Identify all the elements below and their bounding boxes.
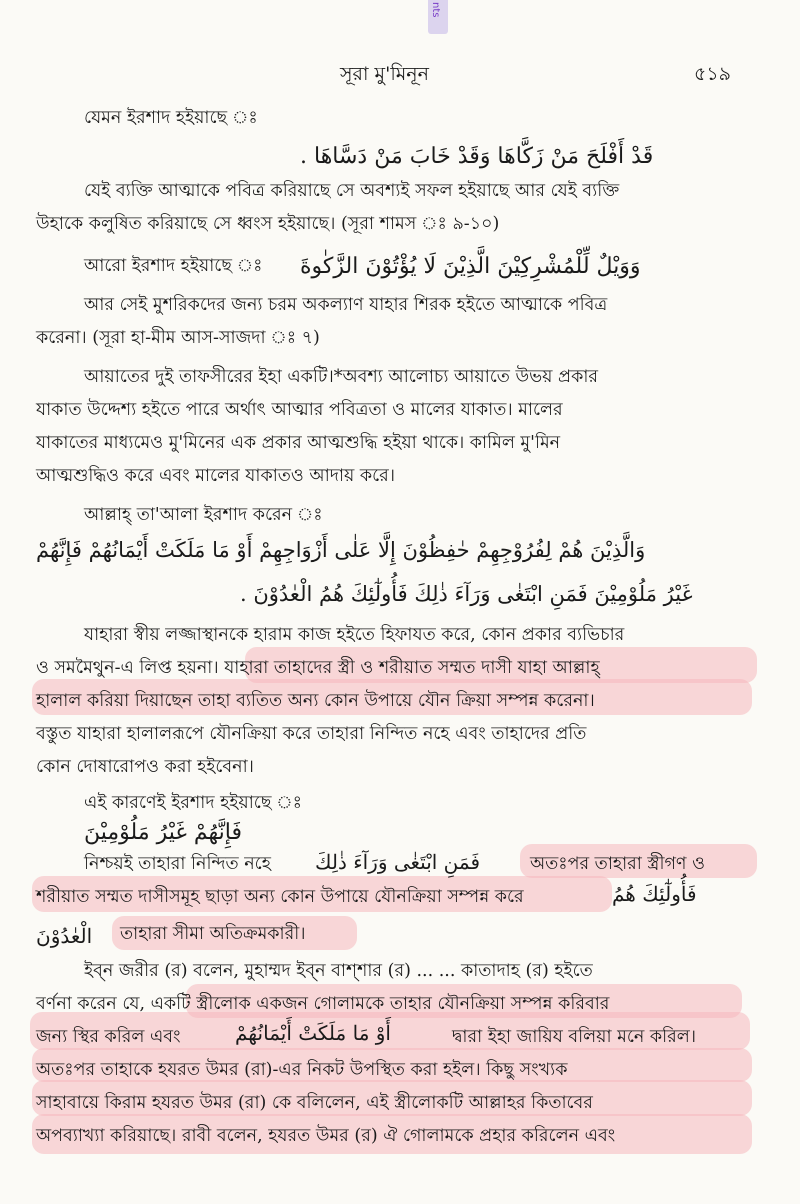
arabic-verse: أَوْ مَا مَلَكَتْ أَيْمَانُهُمْ	[235, 1021, 391, 1045]
text-line: আত্মশুদ্ধিও করে এবং মালের যাকাতও আদায় করে।	[36, 466, 396, 486]
text-line: যাকাতের মাধ্যমেও মু'মিনের এক প্রকার আত্মশুদ্ধি হইয়া থাকে। কামিল মু'মিন	[36, 433, 561, 453]
text-line: হালাল করিয়া দিয়াছেন তাহা ব্যতিত অন্য কোন উপায়ে যৌন ক্রিয়া সম্পন্ন করেনা।	[36, 691, 595, 711]
text-line: বস্তুত যাহারা হালালরূপে যৌনক্রিয়া করে তাহারা নিন্দিত নহে এবং তাহাদের প্রতি	[36, 724, 587, 744]
text-line: দ্বারা ইহা জায়িয বলিয়া মনে করিল।	[452, 1027, 697, 1047]
text-line: যেই ব্যক্তি আত্মাকে পবিত্র করিয়াছে সে অবশ্যই সফল হইয়াছে আর যেই ব্যক্তি	[84, 181, 620, 201]
tab-label: nts	[430, 2, 441, 18]
text-line: ও সমমৈথুন-এ লিপ্ত হয়না। যাহারা তাহাদের স্ত্রী ও শরীয়াত সম্মত দাসী যাহা আল্লাহ্	[36, 658, 600, 678]
text-line: এই কারণেই ইরশাদ হইয়াছে ঃ	[84, 793, 302, 813]
text-line: শরীয়াত সম্মত দাসীসমূহ ছাড়া অন্য কোন উপায়ে যৌনক্রিয়া সম্পন্ন করে	[36, 887, 524, 907]
text-line: তাহারা সীমা অতিক্রমকারী।	[120, 924, 306, 944]
text-line: যাহারা স্বীয় লজ্জাস্থানকে হারাম কাজ হইতে হিফাযত করে, কোন প্রকার ব্যভিচার	[84, 625, 625, 645]
arabic-verse: وَالَّذِيْنَ هُمْ لِفُرُوْجِهِمْ حٰفِظُوْنَ إِلَّا عَلٰى أَزْوَاجِهِمْ أَوْ مَا مَلَكَتْ أَيْمَانُهُمْ فَإِنَّهُمْ	[36, 538, 646, 562]
page-title: সূরা মু'মিনূন	[340, 63, 429, 85]
text-line: আরো ইরশাদ হইয়াছে ঃ	[84, 256, 263, 276]
text-line: যাকাত উদ্দেশ্য হইতে পারে অর্থাৎ আত্মার পবিত্রতা ও মালের যাকাত। মালের	[36, 400, 563, 420]
text-line: সাহাবায়ে কিরাম হযরত উমর (রা) কে বলিলেন, এই স্ত্রীলোকটি আল্লাহর কিতাবের	[36, 1093, 593, 1113]
text-line: আল্লাহ্ তা'আলা ইরশাদ করেন ঃ	[84, 505, 323, 525]
text-line: যেমন ইরশাদ হইয়াছে ঃ	[84, 108, 258, 128]
text-line: অতঃপর তাহারা স্ত্রীগণ ও	[530, 854, 705, 874]
browser-tab-fragment[interactable]	[428, 0, 448, 34]
text-line: বর্ণনা করেন যে, একটি স্ত্রীলোক একজন গোলামকে তাহার যৌনক্রিয়া সম্পন্ন করিবার	[36, 994, 610, 1014]
page-number: ৫১৯	[694, 63, 731, 85]
text-line: আর সেই মুশরিকদের জন্য চরম অকল্যাণ যাহার শিরক হইতে আত্মাকে পবিত্র	[84, 295, 608, 315]
arabic-verse: قَدْ أَفْلَحَ مَنْ زَكَّاهَا وَقَدْ خَابَ مَنْ دَسَّاهَا .	[300, 144, 654, 169]
text-line: কোন দোষারোপও করা হইবেনা।	[36, 757, 254, 777]
arabic-verse: فَأُولٰٓئِكَ هُمُ	[612, 882, 697, 906]
arabic-verse: فَإِنَّهُمْ غَيْرُ مَلُوْمِيْنَ	[84, 820, 242, 845]
text-line: নিশ্চয়ই তাহারা নিন্দিত নহে	[84, 854, 271, 874]
text-line: জন্য স্থির করিল এবং	[36, 1027, 181, 1047]
text-line: আয়াতের দুই তাফসীরের ইহা একটি।*অবশ্য আলোচ্য আয়াতে উভয় প্রকার	[84, 367, 599, 387]
text-line: অপব্যাখ্যা করিয়াছে। রাবী বলেন, হযরত উমর (র) ঐ গোলামকে প্রহার করিলেন এবং	[36, 1126, 616, 1146]
arabic-verse: فَمَنِ ابْتَغٰى وَرَآءَ ذٰلِكَ	[315, 850, 481, 874]
text-line: করেনা। (সূরা হা-মীম আস-সাজদা ঃ ৭)	[36, 328, 320, 348]
text-line: উহাকে কলুষিত করিয়াছে সে ধ্বংস হইয়াছে। (সূরা শামস ঃ ৯-১০)	[36, 214, 500, 234]
arabic-verse: وَوَيْلٌ لِّلْمُشْرِكِيْنَ الَّذِيْنَ لَا يُؤْتُوْنَ الزَّكٰوةَ	[300, 254, 641, 279]
arabic-verse: غَيْرُ مَلُوْمِيْنَ فَمَنِ ابْتَغٰى وَرَآءَ ذٰلِكَ فَأُولٰٓئِكَ هُمُ الْعٰدُوْنَ .	[240, 582, 693, 606]
text-line: ইব্ন জরীর (র) বলেন, মুহাম্মদ ইব্ন বাশ্শার (র) ... ... কাতাদাহ (র) হইতে	[84, 961, 593, 981]
text-line: অতঃপর তাহাকে হযরত উমর (রা)-এর নিকট উপস্থিত করা হইল। কিছু সংখ্যক	[36, 1060, 568, 1080]
arabic-verse: الْعٰدُوْنَ	[36, 924, 93, 948]
